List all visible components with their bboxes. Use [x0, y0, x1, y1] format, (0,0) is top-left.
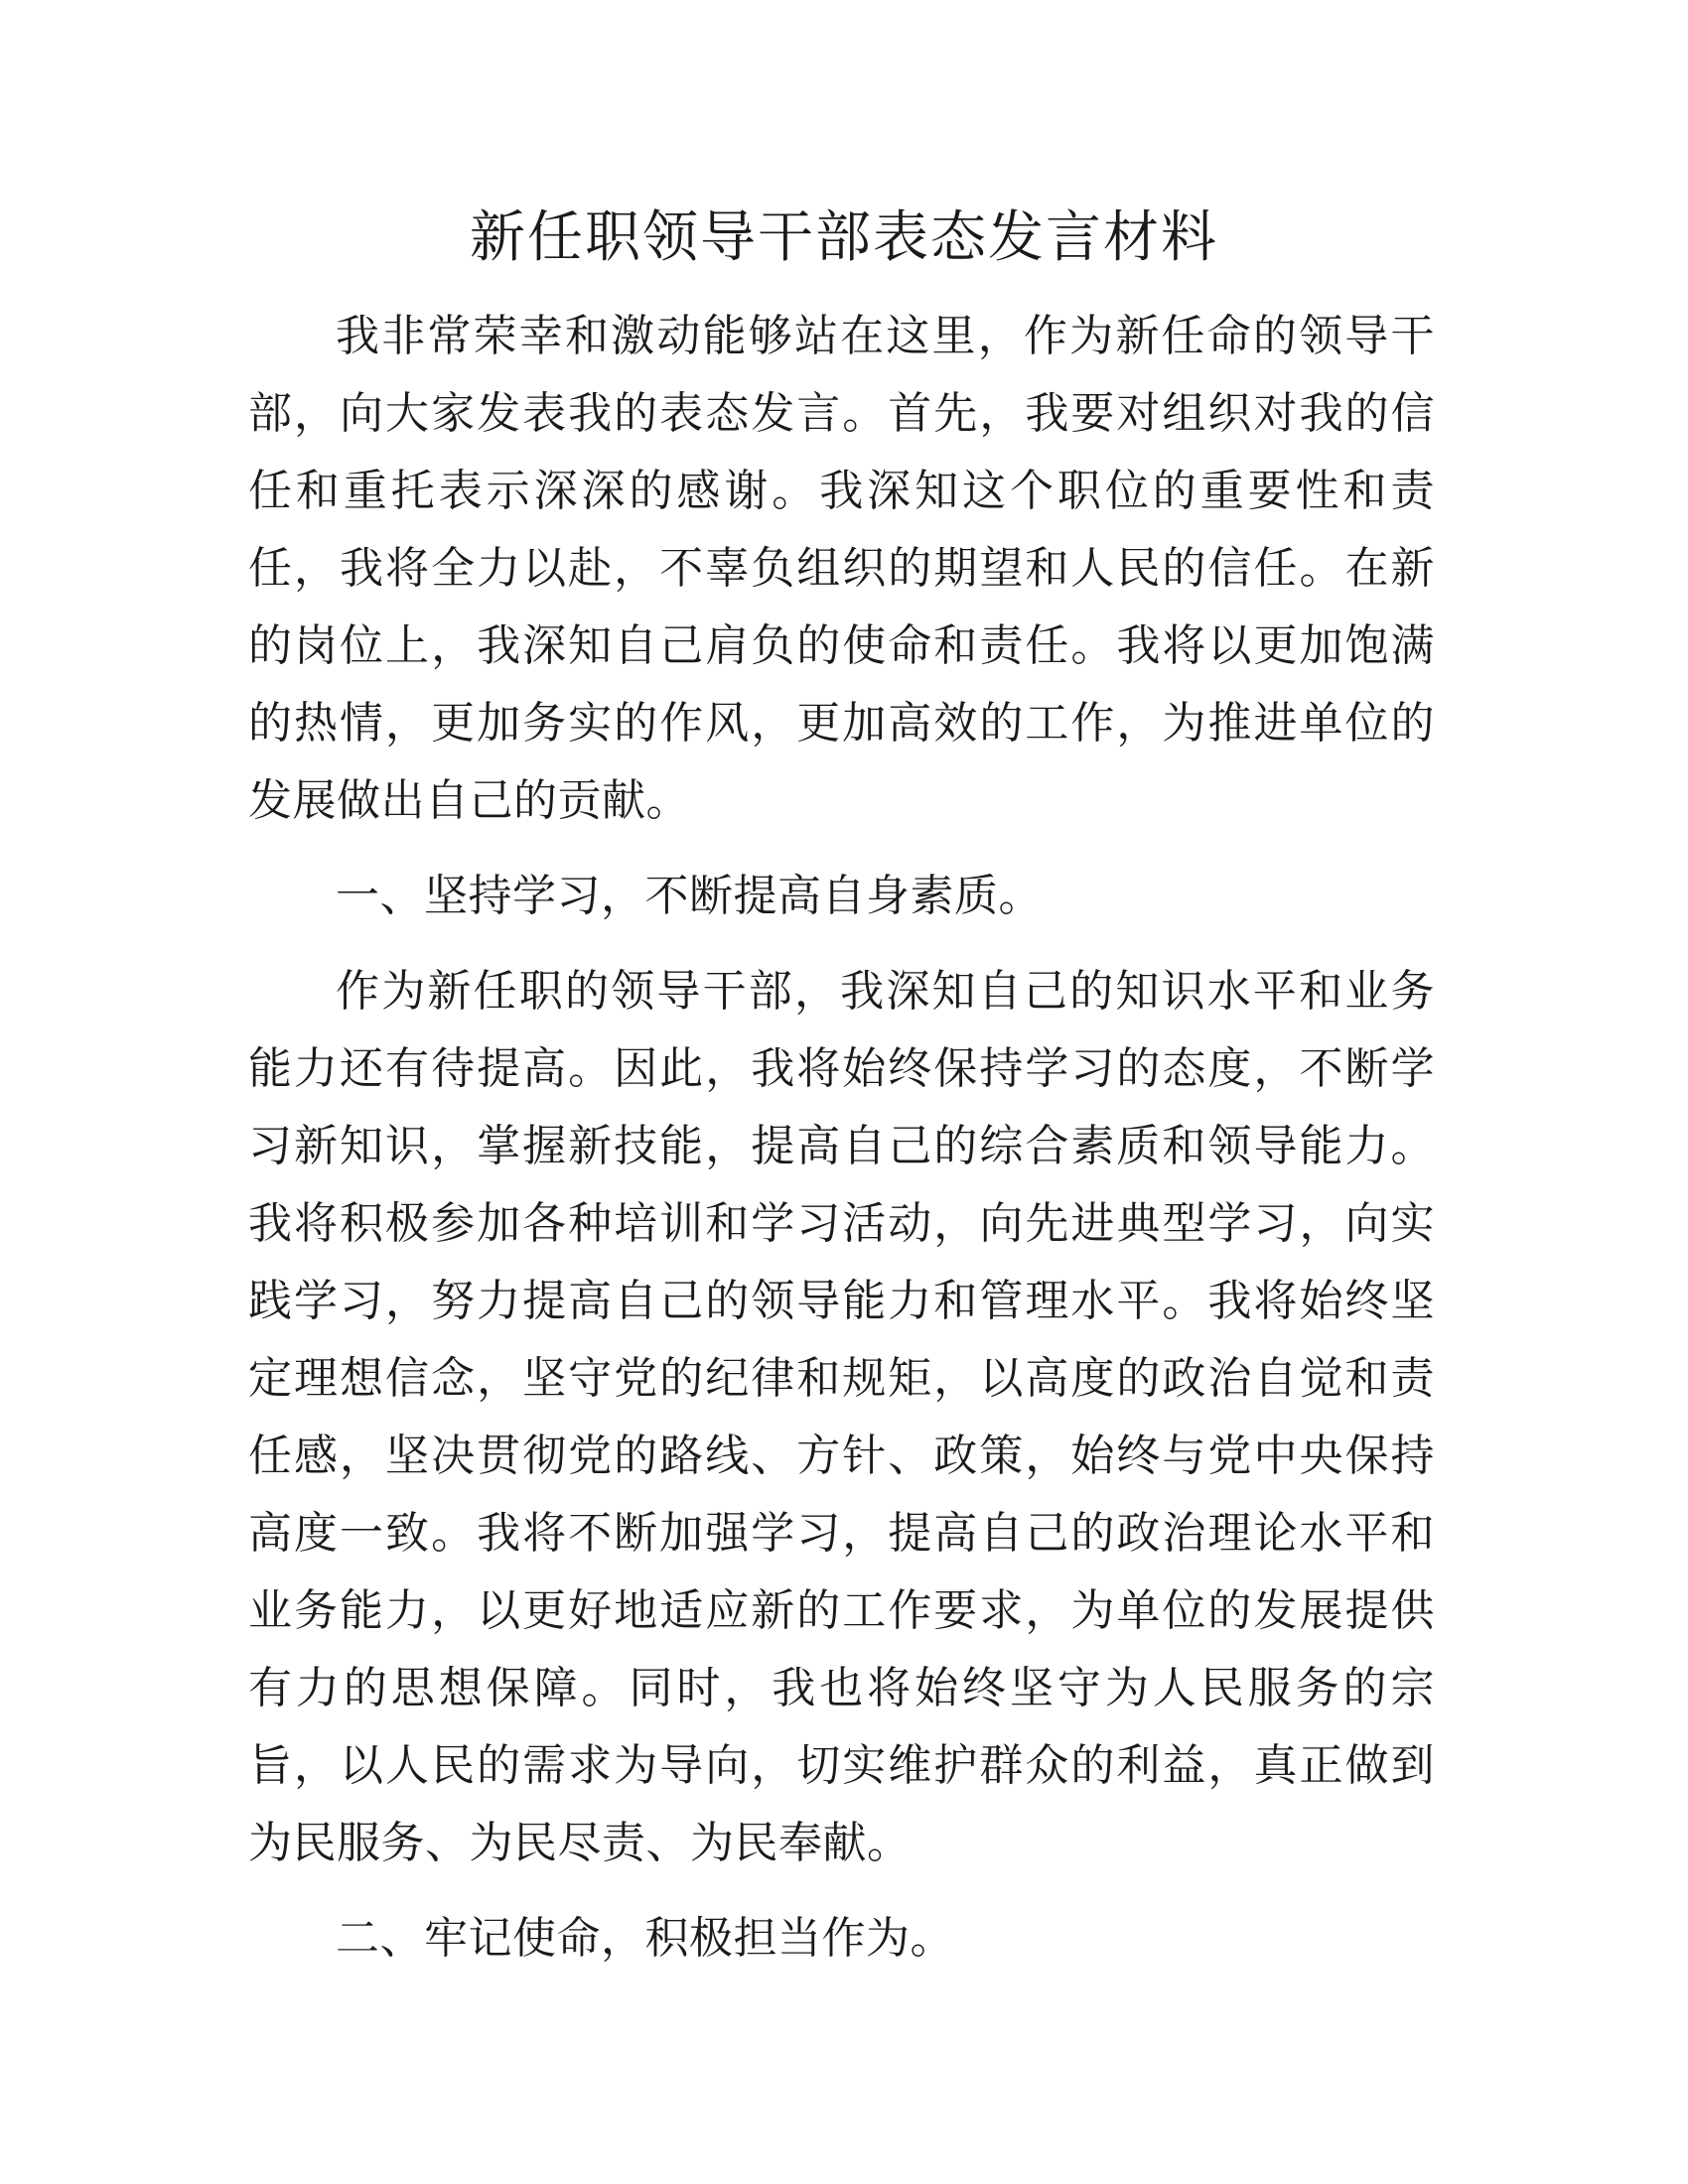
intro-paragraph: 我非常荣幸和激动能够站在这里，作为新任命的领导干部，向大家发表我的表态发言。首先，我要对组织对我的信任和重托表示深深的感谢。我深知这个职位的重要性和责任，我将全力以赴，不辜负组织的期望和人民的信任。在新的岗位上，我深知自己肩负的使命和责任。我将以更加饱满的热情，更加务实的作风，更加高效的工作，为推进单位的发展做出自己的贡献。 [248, 311, 1435, 826]
section-1-paragraph: 作为新任职的领导干部，我深知自己的知识水平和业务能力还有待提高。因此，我将始终保持学习的态度，不断学习新知识，掌握新技能，提高自己的综合素质和领导能力。我将积极参加各种培训和学习活动，向先进典型学习，向实践学习，努力提高自己的领导能力和管理水平。我将始终坚定理想信念，坚守党的纪律和规矩，以高度的政治自觉和责任感，坚决贯彻党的路线、方针、政策，始终与党中央保持高度一致。我将不断加强学习，提高自己的政治理论水平和业务能力，以更好地适应新的工作要求，为单位的发展提供有力的思想保障。同时，我也将始终坚守为人民服务的宗旨，以人民的需求为导向，切实维护群众的利益，真正做到为民服务、为民尽责、为民奉献。 [248, 966, 1435, 1868]
section-heading-1: 一、坚持学习，不断提高自身素质。 [336, 871, 1043, 921]
document-title: 新任职领导干部表态发言材料 [470, 205, 1218, 270]
section-heading-2: 二、牢记使命，积极担当作为。 [336, 1913, 954, 1964]
document-body [248, 298, 1435, 1978]
